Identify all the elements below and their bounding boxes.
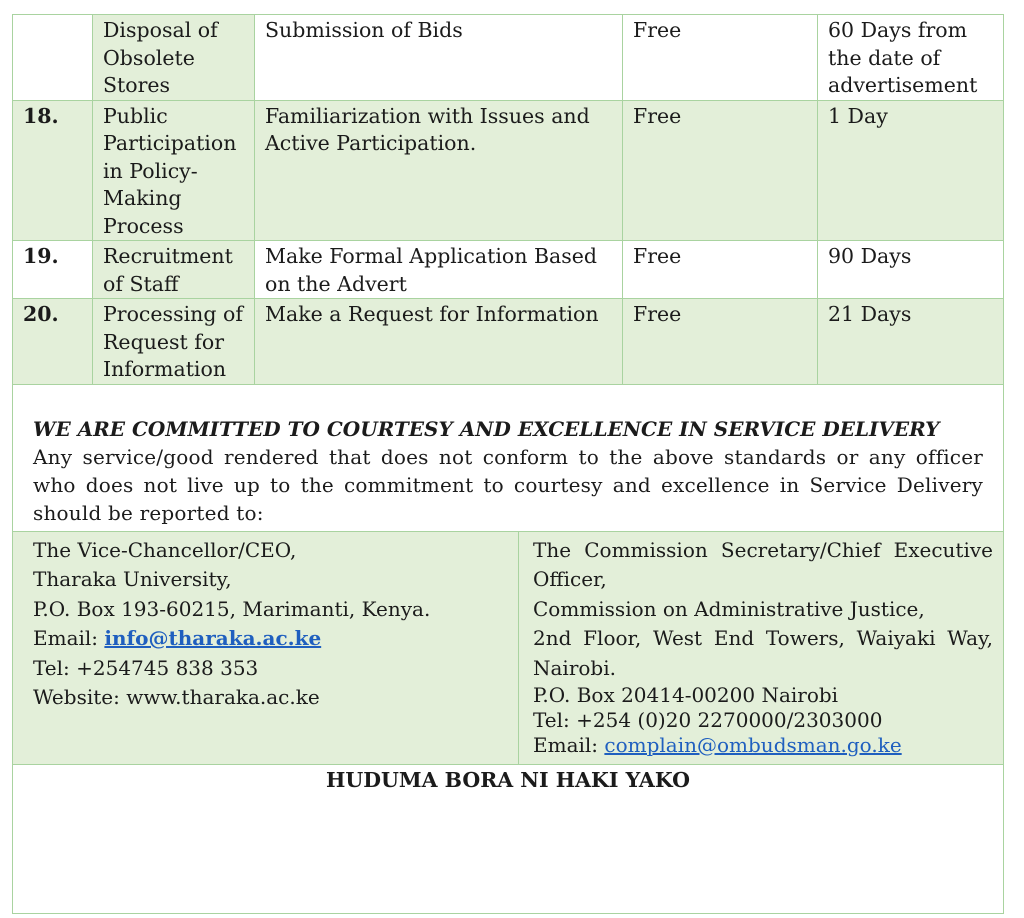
charges: Free xyxy=(623,241,818,299)
contact-website: Website: www.tharaka.ac.ke xyxy=(33,685,320,709)
contact-title: The Commission Secretary/Chief Executive Officer, xyxy=(533,537,993,591)
service-name: Disposal of Obsolete Stores xyxy=(93,15,255,101)
contact-tel: Tel: +254 (0)20 2270000/2303000 xyxy=(533,708,883,732)
contacts-row xyxy=(13,531,1004,765)
row-number xyxy=(13,15,93,101)
requirement: Submission of Bids xyxy=(255,15,623,101)
email-label: Email: xyxy=(33,626,105,650)
commitment-statement xyxy=(13,384,1004,531)
ombudsman-email-link[interactable]: complain@ombudsman.go.ke xyxy=(604,733,902,757)
row-number: 20. xyxy=(13,299,93,385)
contact-tel: Tel: +254745 838 353 xyxy=(33,655,259,680)
commitment-body: Any service/good rendered that does not conform to the above standards or any officer who does not live up to the commitment to courtesy and excellence in Service Delivery should be reported to: xyxy=(33,444,983,525)
contact-address: 2nd Floor, West End Towers, Waiyaki Way, Nairobi. xyxy=(533,626,993,680)
requirement: Familiarization with Issues and Active Participation. xyxy=(255,100,623,241)
university-email-link[interactable]: info@tharaka.ac.ke xyxy=(104,626,322,650)
contact-pobox: P.O. Box 20414-00200 Nairobi xyxy=(533,683,839,707)
slogan-row xyxy=(13,765,1004,914)
table-row xyxy=(13,100,1004,241)
table-row xyxy=(13,15,1004,101)
service-name: Public Participation in Policy-Making Process xyxy=(93,100,255,241)
commitment-row xyxy=(13,384,1004,531)
row-number: 19. xyxy=(13,241,93,299)
university-contact xyxy=(13,532,519,765)
contact-email-line xyxy=(533,733,993,758)
charges: Free xyxy=(623,100,818,241)
timeline: 21 Days xyxy=(818,299,1004,385)
service-name: Recruitment of Staff xyxy=(93,241,255,299)
ombudsman-contact xyxy=(519,532,1003,765)
requirement: Make a Request for Information xyxy=(255,299,623,385)
timeline: 1 Day xyxy=(818,100,1004,241)
contact-address: P.O. Box 193-60215, Marimanti, Kenya. xyxy=(33,596,431,621)
contact-email-line xyxy=(33,624,508,654)
row-number: 18. xyxy=(13,100,93,241)
commitment-heading: WE ARE COMMITTED TO COURTESY AND EXCELLENCE IN SERVICE DELIVERY xyxy=(33,416,940,441)
contact-institution: Tharaka University, xyxy=(33,567,232,591)
service-charter-table xyxy=(12,14,1004,914)
timeline: 90 Days xyxy=(818,241,1004,299)
slogan: HUDUMA BORA NI HAKI YAKO xyxy=(13,765,1004,914)
service-name: Processing of Request for Information xyxy=(93,299,255,385)
timeline: 60 Days from the date of advertisement xyxy=(818,15,1004,101)
requirement: Make Formal Application Based on the Advert xyxy=(255,241,623,299)
contacts-cell xyxy=(13,531,1004,765)
table-row xyxy=(13,241,1004,299)
email-label: Email: xyxy=(533,733,605,757)
table-row xyxy=(13,299,1004,385)
charges: Free xyxy=(623,299,818,385)
contact-title: The Vice-Chancellor/CEO, xyxy=(33,537,297,562)
contact-institution: Commission on Administrative Justice, xyxy=(533,596,925,621)
charges: Free xyxy=(623,15,818,101)
